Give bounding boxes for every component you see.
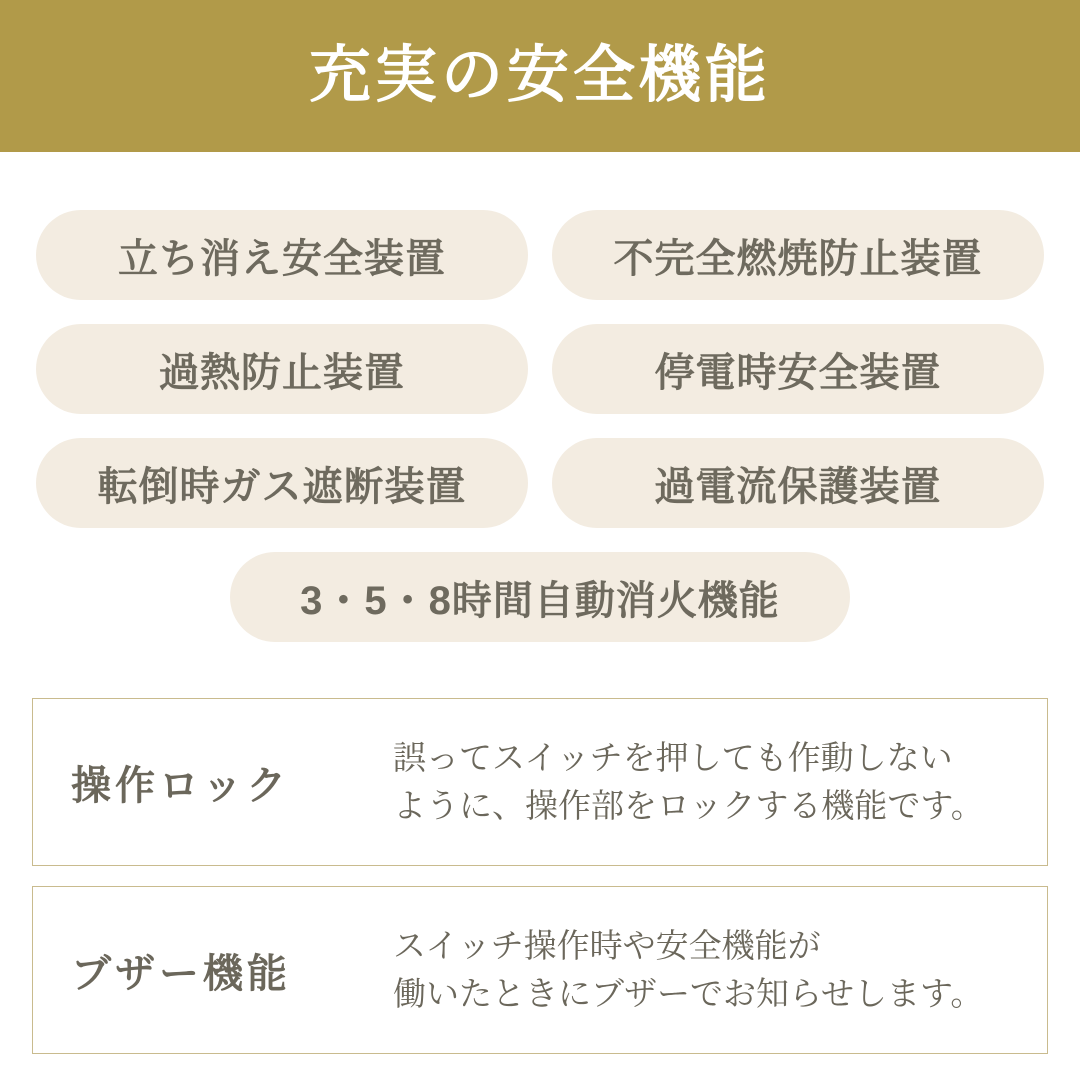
feature-pill <box>552 210 1044 300</box>
detail-row <box>32 698 1048 866</box>
feature-pill <box>36 438 528 528</box>
detail-description-line: スイッチ操作時や安全機能が <box>393 927 821 965</box>
detail-description-line: 誤ってスイッチを押しても作動しない <box>393 739 953 777</box>
detail-label: ブザー機能 <box>71 951 291 996</box>
feature-pill-label: 過熱防止装置 <box>159 350 405 395</box>
detail-description <box>393 922 1047 1018</box>
detail-description-line: 働いたときにブザーでお知らせします。 <box>393 975 984 1012</box>
feature-row-1 <box>36 210 1044 300</box>
page-header <box>0 0 1080 152</box>
feature-pill-label: 3・5・8時間自動消火機能 <box>300 578 780 623</box>
feature-pill-label: 停電時安全装置 <box>654 350 942 395</box>
feature-pill-label: 不完全燃焼防止装置 <box>613 236 983 281</box>
feature-row-2 <box>36 324 1044 414</box>
feature-pill <box>552 324 1044 414</box>
detail-row <box>32 886 1048 1054</box>
feature-pill-area <box>0 152 1080 642</box>
detail-description <box>393 734 1047 830</box>
feature-pill-label: 立ち消え安全装置 <box>118 236 446 281</box>
feature-detail-area <box>0 642 1080 1054</box>
feature-row-4 <box>36 552 1044 642</box>
feature-pill <box>36 324 528 414</box>
detail-description-line: ように、操作部をロックする機能です。 <box>393 787 984 824</box>
feature-pill-label: 過電流保護装置 <box>654 464 942 509</box>
feature-pill-timer <box>230 552 850 642</box>
feature-pill-label: 転倒時ガス遮断装置 <box>97 464 467 509</box>
feature-row-3 <box>36 438 1044 528</box>
page-title: 充実の安全機能 <box>308 41 771 110</box>
feature-pill <box>552 438 1044 528</box>
detail-label: 操作ロック <box>71 763 291 808</box>
feature-pill <box>36 210 528 300</box>
